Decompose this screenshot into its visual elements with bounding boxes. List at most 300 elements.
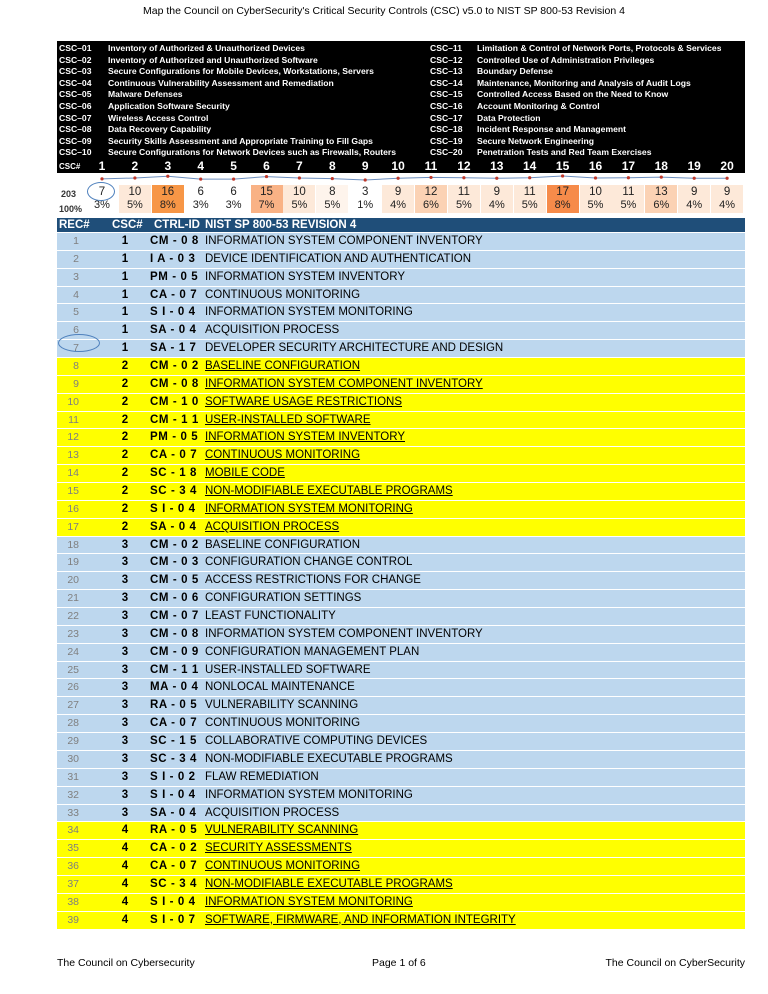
legend-name: Controlled Use of Administration Privileges xyxy=(477,54,655,65)
csc-percent: 5% xyxy=(620,199,637,211)
csc-count: 12 xyxy=(424,186,438,198)
csc-percent: 5% xyxy=(291,199,308,211)
csc-number: 4 xyxy=(121,895,129,908)
rec-number: 16 xyxy=(67,502,79,515)
legend-item xyxy=(430,66,721,78)
control-description: USER-INSTALLED SOFTWARE xyxy=(205,663,371,676)
control-description: NON-MODIFIABLE EXECUTABLE PROGRAMS xyxy=(205,752,453,765)
table-row xyxy=(57,894,745,912)
rec-number: 7 xyxy=(73,342,79,355)
csc-count: 8 xyxy=(329,186,336,198)
control-description: CONTINUOUS MONITORING xyxy=(205,860,361,873)
csc-percent: 3% xyxy=(192,199,209,211)
csc-number-strip xyxy=(57,160,745,173)
control-description: ACQUISITION PROCESS xyxy=(205,806,340,819)
control-id: SA - 0 4 xyxy=(150,806,197,819)
csc-count: 11 xyxy=(457,186,470,198)
sparkline-point xyxy=(232,178,235,181)
sparkline-point xyxy=(199,178,202,181)
legend-item xyxy=(430,113,721,125)
legend-item xyxy=(59,101,396,113)
rec-number: 32 xyxy=(67,788,79,801)
legend-item xyxy=(59,147,396,159)
table-row xyxy=(57,412,745,430)
highlight-circle-rec xyxy=(58,334,100,352)
csc-number: 4 xyxy=(121,860,129,873)
control-description: CONFIGURATION CHANGE CONTROL xyxy=(205,556,413,569)
rec-number: 11 xyxy=(68,413,79,426)
control-description: INFORMATION SYSTEM MONITORING xyxy=(205,306,413,319)
table-row xyxy=(57,287,745,305)
control-description: SOFTWARE, FIRMWARE, AND INFORMATION INTEGRITY xyxy=(205,913,516,926)
legend-name: Secure Configurations for Network Devices such as Firewalls, Routers xyxy=(108,147,396,158)
rec-number: 23 xyxy=(67,627,79,640)
rec-number: 34 xyxy=(67,824,79,837)
csc-number: 2 xyxy=(121,431,129,444)
legend-name: Boundary Defense xyxy=(477,66,553,77)
control-id: CM - 1 0 xyxy=(150,395,199,408)
legend-code: CSC–20 xyxy=(430,147,463,158)
header-csc: CSC# xyxy=(112,219,143,231)
rec-number: 10 xyxy=(67,395,79,408)
legend-item xyxy=(430,78,721,90)
table-row xyxy=(57,304,745,322)
csc-number: 3 xyxy=(121,752,129,765)
legend-code: CSC–09 xyxy=(59,135,92,146)
csc-number: 3 xyxy=(121,699,129,712)
csc-count-cell xyxy=(349,185,381,213)
csc-count: 6 xyxy=(230,186,237,198)
control-id: I A - 0 3 xyxy=(150,252,196,265)
table-row xyxy=(57,822,745,840)
legend-item xyxy=(59,43,396,55)
table-row xyxy=(57,358,745,376)
csc-count: 17 xyxy=(556,186,569,198)
sparkline-point xyxy=(397,177,400,180)
rec-number: 4 xyxy=(73,288,79,301)
control-description: INFORMATION SYSTEM INVENTORY xyxy=(205,270,405,283)
table-row xyxy=(57,787,745,805)
legend-item xyxy=(59,89,396,101)
legend-code: CSC–12 xyxy=(430,54,463,65)
csc-number: 20 xyxy=(720,159,734,173)
legend-code: CSC–10 xyxy=(59,147,92,158)
csc-count-cell xyxy=(547,185,579,213)
sparkline-point xyxy=(100,177,103,180)
legend-code: CSC–14 xyxy=(430,77,463,88)
csc-number: 3 xyxy=(121,770,129,783)
control-id: S I - 0 4 xyxy=(150,306,196,319)
rec-number: 13 xyxy=(67,449,79,462)
table-row xyxy=(57,751,745,769)
rec-number: 19 xyxy=(67,556,79,569)
legend-code: CSC–03 xyxy=(59,66,92,77)
csc-percent: 7% xyxy=(258,199,275,211)
csc-count-cell xyxy=(645,185,677,213)
legend-name: Maintenance, Monitoring and Analysis of Audit Logs xyxy=(477,77,691,88)
csc-number: 1 xyxy=(121,342,129,355)
control-id: PM - 0 5 xyxy=(150,270,199,283)
csc-percent: 3% xyxy=(94,199,110,211)
sparkline-point xyxy=(265,175,268,178)
sparkline-point xyxy=(331,177,334,180)
csc-number: 2 xyxy=(121,377,129,390)
table-row xyxy=(57,876,745,894)
legend-right-column xyxy=(430,43,721,159)
table-row xyxy=(57,465,745,483)
control-description: CONTINUOUS MONITORING xyxy=(205,717,361,730)
control-id: S I - 0 4 xyxy=(150,502,196,515)
control-id: CM - 0 3 xyxy=(150,556,199,569)
csc-count-cell xyxy=(448,185,480,213)
control-id: RA - 0 5 xyxy=(150,699,198,712)
csc-count-cell xyxy=(218,185,250,213)
legend-item xyxy=(59,66,396,78)
legend-item xyxy=(59,124,396,136)
csc-number: 2 xyxy=(121,520,129,533)
control-description: CONTINUOUS MONITORING xyxy=(205,288,361,301)
table-row xyxy=(57,447,745,465)
control-description: VULNERABILITY SCANNING xyxy=(205,824,359,837)
csc-count-cell xyxy=(678,185,710,213)
sparkline-point xyxy=(594,176,597,179)
rec-number: 39 xyxy=(67,913,79,926)
table-row xyxy=(57,340,745,358)
legend-item xyxy=(59,136,396,148)
csc-number: 3 xyxy=(121,788,129,801)
csc-number: 3 xyxy=(121,592,129,605)
rec-number: 9 xyxy=(73,377,79,390)
csc-number: 10 xyxy=(391,159,405,173)
legend-item xyxy=(430,147,721,159)
csc-number: 2 xyxy=(121,413,129,426)
legend-name: Security Skills Assessment and Appropriate Training to Fill Gaps xyxy=(108,135,373,146)
csc-number: 3 xyxy=(121,645,129,658)
table-row xyxy=(57,251,745,269)
table-row xyxy=(57,233,745,251)
csc-number: 15 xyxy=(555,159,570,173)
csc-count: 11 xyxy=(622,186,635,198)
legend-code: CSC–02 xyxy=(59,54,92,65)
legend-code: CSC–16 xyxy=(430,100,463,111)
table-row xyxy=(57,662,745,680)
mapping-table xyxy=(57,233,745,930)
control-id: CM - 0 7 xyxy=(150,610,199,623)
control-description: LEAST FUNCTIONALITY xyxy=(205,610,336,623)
legend-item xyxy=(430,89,721,101)
csc-number: 5 xyxy=(230,159,237,173)
table-row xyxy=(57,394,745,412)
csc-percent: 6% xyxy=(423,199,439,211)
control-description: INFORMATION SYSTEM COMPONENT INVENTORY xyxy=(205,627,483,640)
table-row xyxy=(57,715,745,733)
csc-count-row xyxy=(57,182,745,214)
control-description: FLAW REMEDIATION xyxy=(205,770,319,783)
rec-number: 22 xyxy=(67,610,79,623)
highlight-circle-count xyxy=(87,182,115,201)
sparkline-point xyxy=(166,175,169,178)
rec-number: 27 xyxy=(67,699,79,712)
legend-name: Inventory of Authorized and Unauthorized Software xyxy=(108,54,318,65)
csc-count: 9 xyxy=(690,186,698,198)
control-id: SA - 0 4 xyxy=(150,324,197,337)
csc-count: 9 xyxy=(493,186,500,198)
csc-number: 4 xyxy=(121,913,129,926)
control-id: S I - 0 4 xyxy=(150,788,196,801)
csc-percent: 3% xyxy=(225,199,242,211)
control-id: SC - 3 4 xyxy=(150,752,197,765)
csc-number: 1 xyxy=(121,324,129,337)
control-description: NONLOCAL MAINTENANCE xyxy=(205,681,355,694)
rec-number: 26 xyxy=(67,681,79,694)
control-id: S I - 0 4 xyxy=(150,895,196,908)
table-row xyxy=(57,858,745,876)
legend-name: Secure Network Engineering xyxy=(477,135,595,146)
csc-count-cell xyxy=(382,185,414,213)
control-description: CONFIGURATION MANAGEMENT PLAN xyxy=(205,645,420,658)
rec-number: 31 xyxy=(67,770,79,783)
sparkline-point xyxy=(133,176,136,179)
control-id: SC - 3 4 xyxy=(150,485,197,498)
csc-count: 16 xyxy=(161,186,175,198)
csc-count: 9 xyxy=(723,186,731,198)
header-ctrl: CTRL-ID xyxy=(154,219,200,231)
legend-code: CSC–05 xyxy=(59,89,92,100)
csc-count: 10 xyxy=(292,186,306,198)
csc-percent: 5% xyxy=(324,199,341,211)
control-id: RA - 0 5 xyxy=(150,824,198,837)
rec-number: 2 xyxy=(73,252,79,265)
sparkline-path xyxy=(102,176,727,180)
control-id: CM - 0 2 xyxy=(150,538,199,551)
csc-count-cell xyxy=(185,185,217,213)
legend-left-column xyxy=(59,43,396,159)
control-id: CM - 0 8 xyxy=(150,235,199,247)
legend-item xyxy=(59,113,396,125)
rec-number: 24 xyxy=(67,645,79,658)
csc-percent: 8% xyxy=(554,199,571,211)
csc-number: 1 xyxy=(121,252,129,265)
csc-count: 11 xyxy=(523,186,536,198)
legend-code: CSC–07 xyxy=(59,112,92,123)
csc-number: 1 xyxy=(121,306,129,319)
csc-count: 7 xyxy=(98,186,106,198)
control-description: DEVICE IDENTIFICATION AND AUTHENTICATION xyxy=(205,252,472,265)
csc-number: 3 xyxy=(121,538,129,551)
csc-percent: 5% xyxy=(455,199,472,211)
csc-number: 4 xyxy=(121,824,129,837)
legend-code: CSC–08 xyxy=(59,124,92,135)
control-description: CONTINUOUS MONITORING xyxy=(205,449,361,462)
csc-number: 1 xyxy=(121,288,129,301)
legend-item xyxy=(430,43,721,55)
control-id: CA - 0 2 xyxy=(150,842,198,855)
control-description: INFORMATION SYSTEM MONITORING xyxy=(205,502,413,515)
control-description: INFORMATION SYSTEM COMPONENT INVENTORY xyxy=(205,377,483,390)
control-description: DEVELOPER SECURITY ARCHITECTURE AND DESIGN xyxy=(205,342,504,355)
total-percent: 100% xyxy=(59,204,83,214)
csc-number: 3 xyxy=(121,663,129,676)
csc-count: 10 xyxy=(589,186,602,198)
sparkline-point xyxy=(660,176,663,179)
csc-number: 2 xyxy=(121,502,129,515)
csc-number: 3 xyxy=(121,627,129,640)
csc-number: 12 xyxy=(457,159,471,173)
table-row xyxy=(57,608,745,626)
sparkline-point xyxy=(693,177,696,180)
control-description: SECURITY ASSESSMENTS xyxy=(205,842,352,855)
csc-number: 7 xyxy=(296,159,303,173)
count-sparkline xyxy=(57,174,745,182)
csc-count: 10 xyxy=(128,186,142,198)
csc-number: 2 xyxy=(121,485,129,498)
rec-number: 33 xyxy=(67,806,79,819)
csc-percent: 8% xyxy=(159,199,176,211)
legend-name: Data Protection xyxy=(477,112,541,123)
csc-number: 4 xyxy=(121,842,129,855)
control-id: CM - 0 5 xyxy=(150,574,199,587)
table-row xyxy=(57,626,745,644)
control-description: INFORMATION SYSTEM MONITORING xyxy=(205,895,413,908)
csc-number: 4 xyxy=(121,877,129,890)
control-id: MA - 0 4 xyxy=(150,681,199,694)
csc-strip-label: CSC# xyxy=(59,162,81,171)
control-description: SOFTWARE USAGE RESTRICTIONS xyxy=(205,395,403,408)
csc-count-cell xyxy=(316,185,348,213)
rec-number: 17 xyxy=(67,520,79,533)
legend-code: CSC–01 xyxy=(59,43,92,53)
rec-number: 1 xyxy=(73,235,79,247)
csc-count-cell xyxy=(711,185,743,213)
csc-number: 2 xyxy=(121,449,129,462)
table-row xyxy=(57,537,745,555)
csc-count: 3 xyxy=(361,186,369,198)
legend-item xyxy=(59,78,396,90)
table-row xyxy=(57,501,745,519)
csc-number: 2 xyxy=(131,159,139,173)
rec-number: 3 xyxy=(73,270,79,283)
csc-count-cell xyxy=(251,185,283,213)
legend-code: CSC–11 xyxy=(430,43,463,53)
rec-number: 5 xyxy=(73,306,79,319)
control-id: SA - 1 7 xyxy=(150,342,197,355)
legend-code: CSC–19 xyxy=(430,135,463,146)
table-row xyxy=(57,554,745,572)
legend-code: CSC–18 xyxy=(430,124,463,135)
csc-number: 4 xyxy=(197,159,205,173)
rec-number: 18 xyxy=(67,538,79,551)
control-description: ACQUISITION PROCESS xyxy=(205,520,340,533)
table-row xyxy=(57,644,745,662)
csc-number: 3 xyxy=(121,574,129,587)
control-id: CM - 0 8 xyxy=(150,377,199,390)
rec-number: 38 xyxy=(67,895,79,908)
control-id: CA - 0 7 xyxy=(150,449,198,462)
rec-number: 28 xyxy=(67,717,79,730)
legend-name: Account Monitoring & Control xyxy=(477,100,600,111)
control-id: S I - 0 7 xyxy=(150,913,196,926)
control-description: ACQUISITION PROCESS xyxy=(205,324,340,337)
rec-number: 30 xyxy=(67,752,79,765)
control-description: VULNERABILITY SCANNING xyxy=(205,699,359,712)
csc-count-cell xyxy=(481,185,513,213)
table-header xyxy=(57,218,745,232)
csc-number: 1 xyxy=(121,270,129,283)
table-row xyxy=(57,679,745,697)
table-row xyxy=(57,519,745,537)
control-description: BASELINE CONFIGURATION xyxy=(205,360,361,373)
legend-code: CSC–15 xyxy=(430,89,463,100)
rec-number: 25 xyxy=(67,663,79,676)
control-id: CM - 1 1 xyxy=(150,663,199,676)
csc-count-cell xyxy=(283,185,315,213)
csc-number: 3 xyxy=(121,806,129,819)
control-id: SC - 3 4 xyxy=(150,877,197,890)
legend-name: Application Software Security xyxy=(108,100,230,111)
csc-count-cell xyxy=(514,185,546,213)
legend-name: Secure Configurations for Mobile Devices, Workstations, Servers xyxy=(108,66,374,77)
csc-percent: 4% xyxy=(390,199,407,211)
csc-number: 13 xyxy=(490,159,504,173)
csc-number: 1 xyxy=(121,235,129,247)
legend-item xyxy=(430,55,721,67)
csc-count: 13 xyxy=(654,186,668,198)
csc-percent: 5% xyxy=(587,199,604,211)
rec-number: 8 xyxy=(73,360,79,373)
table-row xyxy=(57,269,745,287)
header-rec: REC# xyxy=(59,219,90,231)
csc-percent: 6% xyxy=(653,199,670,211)
footer-left: The Council on Cybersecurity xyxy=(57,957,195,969)
control-id: SC - 1 5 xyxy=(150,735,197,748)
csc-count-cell xyxy=(119,185,151,213)
csc-number: 2 xyxy=(121,395,129,408)
csc-number: 2 xyxy=(121,360,129,373)
rec-number: 21 xyxy=(67,592,79,605)
control-description: COLLABORATIVE COMPUTING DEVICES xyxy=(205,735,428,748)
rec-number: 6 xyxy=(73,324,79,337)
control-id: SC - 1 8 xyxy=(150,467,197,480)
csc-percent: 4% xyxy=(488,199,505,211)
page-title: Map the Council on CyberSecurity's Critical Security Controls (CSC) v5.0 to NIST SP 800-53 Revision 4 xyxy=(143,5,625,17)
control-id: CM - 0 8 xyxy=(150,627,199,640)
rec-number: 37 xyxy=(67,877,79,890)
csc-percent: 5% xyxy=(521,199,538,211)
legend-code: CSC–17 xyxy=(430,112,463,123)
csc-number: 11 xyxy=(424,159,438,173)
csc-count-cell xyxy=(152,185,184,213)
csc-percent: 4% xyxy=(686,199,703,211)
rec-number: 29 xyxy=(67,735,79,748)
header-desc: NIST SP 800-53 REVISION 4 xyxy=(205,219,357,231)
control-description: NON-MODIFIABLE EXECUTABLE PROGRAMS xyxy=(205,485,453,498)
csc-number: 18 xyxy=(654,159,668,173)
rec-number: 15 xyxy=(67,485,79,498)
legend-code: CSC–04 xyxy=(59,77,92,88)
csc-number: 9 xyxy=(361,159,369,173)
legend-name: Wireless Access Control xyxy=(108,112,209,123)
csc-number: 16 xyxy=(588,159,603,173)
control-description: NON-MODIFIABLE EXECUTABLE PROGRAMS xyxy=(205,877,453,890)
csc-number: 3 xyxy=(121,556,129,569)
legend-name: Limitation & Control of Network Ports, Protocols & Services xyxy=(477,43,722,53)
control-description: INFORMATION SYSTEM MONITORING xyxy=(205,788,413,801)
csc-number: 14 xyxy=(523,159,537,173)
control-id: CM - 1 1 xyxy=(150,413,199,426)
csc-number: 3 xyxy=(121,610,129,623)
control-id: CA - 0 7 xyxy=(150,288,198,301)
control-id: CM - 0 6 xyxy=(150,592,199,605)
